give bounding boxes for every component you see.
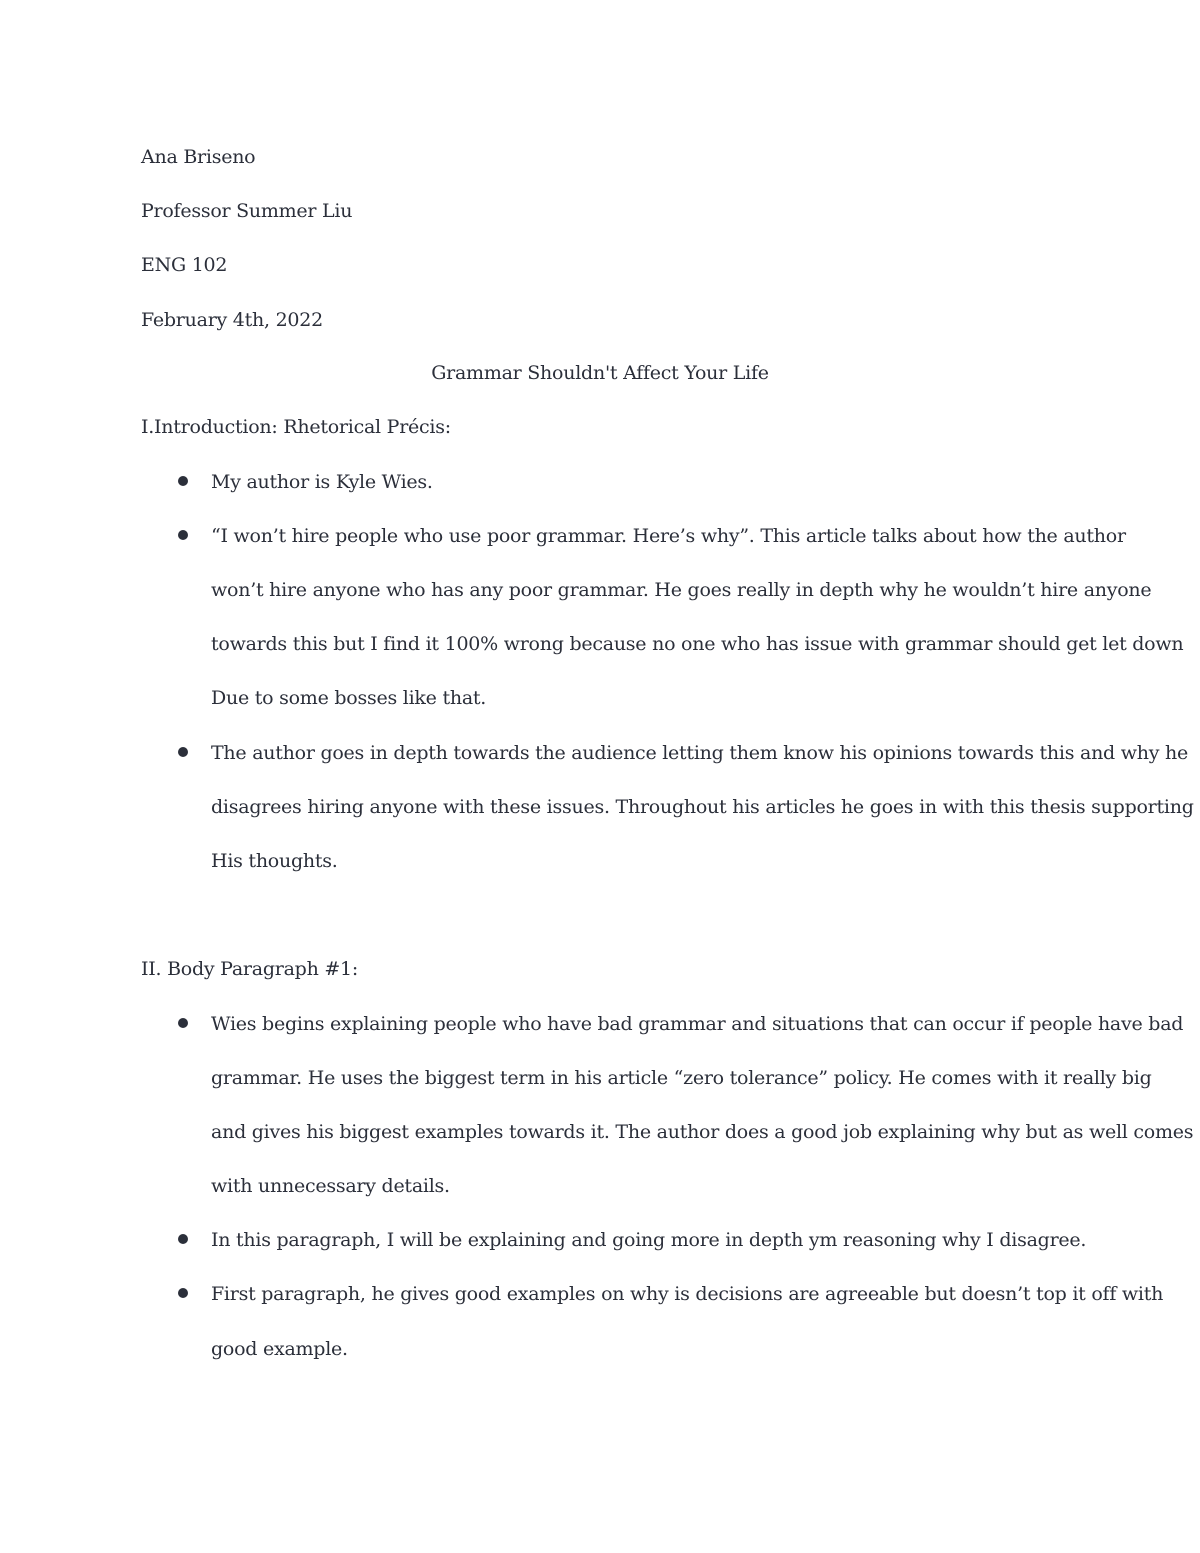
list-item-line: good example. — [211, 1338, 348, 1360]
bullet-dot-icon — [178, 1234, 188, 1244]
professor-name: Professor Summer Liu — [141, 200, 353, 222]
list-item-line: Due to some bosses like that. — [211, 687, 487, 709]
list-item-line: In this paragraph, I will be explaining and going more in depth ym reasoning why I disagree. — [211, 1229, 1087, 1251]
list-item-line: Wies begins explaining people who have bad grammar and situations that can occur if people have bad — [211, 1013, 1184, 1035]
bullet-dot-icon — [178, 530, 188, 540]
list-item-line: First paragraph, he gives good examples on why is decisions are agreeable but doesn’t top it off with — [211, 1283, 1164, 1305]
section-heading: I.Introduction: Rhetorical Précis: — [141, 416, 451, 438]
list-item-line: His thoughts. — [211, 850, 338, 872]
list-item-line: won’t hire anyone who has any poor grammar. He goes really in depth why he wouldn’t hire anyone — [211, 579, 1152, 601]
list-item-line: with unnecessary details. — [211, 1175, 450, 1197]
list-item-line: towards this but I find it 100% wrong because no one who has issue with grammar should get let down — [211, 633, 1184, 655]
list-item-line: “I won’t hire people who use poor grammar. Here’s why”. This article talks about how the author — [211, 525, 1126, 547]
list-item-line: and gives his biggest examples towards it. The author does a good job explaining why but as well comes — [211, 1121, 1194, 1143]
list-item-line: My author is Kyle Wies. — [211, 471, 433, 493]
bullet-dot-icon — [178, 1018, 188, 1028]
course-name: ENG 102 — [141, 254, 228, 276]
bullet-dot-icon — [178, 747, 188, 757]
bullet-dot-icon — [178, 1288, 188, 1298]
document-date: February 4th, 2022 — [141, 309, 323, 331]
author-name: Ana Briseno — [141, 146, 256, 168]
bullet-dot-icon — [178, 476, 188, 486]
list-item-line: The author goes in depth towards the audience letting them know his opinions towards this and why he — [211, 742, 1189, 764]
list-item-line: disagrees hiring anyone with these issues. Throughout his articles he goes in with this thesis supporting — [211, 796, 1194, 818]
list-item-line: grammar. He uses the biggest term in his article “zero tolerance” policy. He comes with it really big — [211, 1067, 1152, 1089]
document-title: Grammar Shouldn't Affect Your Life — [431, 362, 769, 384]
section-heading: II. Body Paragraph #1: — [141, 958, 359, 980]
